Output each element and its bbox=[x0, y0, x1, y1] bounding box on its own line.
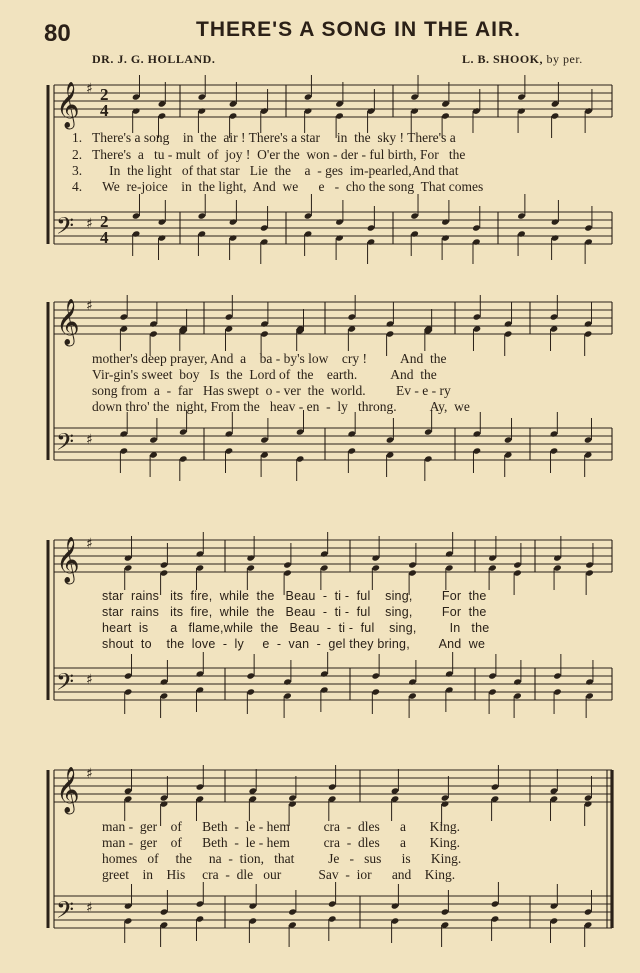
bass-key-sharp-4: ♯ bbox=[86, 900, 93, 916]
bass-key-sharp-3: ♯ bbox=[86, 672, 93, 688]
bass-staff-3 bbox=[54, 668, 612, 700]
lyrics-system-1-verse-3: 3. In the light of that star Lie the a - ges im-pearled,And that bbox=[72, 163, 459, 178]
lyrics-system-4-verse-3: homes of the na - tion, that Je - sus is King. bbox=[102, 851, 462, 866]
lyrics-system-2-verse-2: Vir-gin's sweet boy Is the Lord of the earth. And the bbox=[92, 367, 437, 382]
lyrics-system-2-verse-1: mother's deep prayer, And a ba - by's low cry ! And the bbox=[92, 351, 447, 366]
lyrics-system-3-verse-4: shout to the love - ly e - van - gel they bring, And we bbox=[102, 637, 486, 651]
time-signature-bottom: 4 bbox=[100, 101, 109, 120]
treble-clef-4: 𝄞 bbox=[56, 767, 80, 813]
time-signature-bottom: 4 bbox=[100, 228, 109, 247]
bass-clef-1: 𝄢 bbox=[56, 212, 75, 245]
hymn-title: THERE'S A SONG IN THE AIR. bbox=[196, 18, 522, 41]
lyrics-system-1-verse-1: 1. There's a song in the air ! There's a star in the sky ! There's a bbox=[72, 130, 456, 145]
treble-key-sharp-1: ♯ bbox=[86, 81, 93, 97]
lyrics-system-3-verse-3: heart is a flame,while the Beau - ti - ful sing, In the bbox=[102, 621, 490, 635]
treble-clef-3: 𝄞 bbox=[56, 537, 80, 583]
lyrics-system-2-verse-4: down thro' the night, From the heav - en - ly throng. Ay, we bbox=[92, 399, 470, 414]
lyricist-credit: DR. J. G. HOLLAND. bbox=[92, 52, 216, 66]
bass-key-sharp-2: ♯ bbox=[86, 432, 93, 448]
lyrics-system-4-verse-1: man - ger of Beth - le - hem cra - dles a King. bbox=[102, 819, 461, 834]
time-signature-top: 2 bbox=[100, 85, 109, 104]
treble-key-sharp-2: ♯ bbox=[86, 298, 93, 314]
treble-staff-2 bbox=[54, 302, 612, 334]
bass-staff-2 bbox=[54, 428, 612, 460]
lyrics-system-4-verse-4: greet in His cra - dle our Sav - ior and King. bbox=[102, 867, 456, 882]
treble-clef-2: 𝄞 bbox=[56, 299, 80, 345]
treble-key-sharp-4: ♯ bbox=[86, 766, 93, 782]
lyrics-system-4-verse-2: man - ger of Beth - le - hem cra - dles a King. bbox=[102, 835, 461, 850]
bass-clef-4: 𝄢 bbox=[56, 896, 75, 929]
lyrics-system-3-verse-2: star rains its fire, while the Beau - ti - ful sing, For the bbox=[102, 605, 487, 619]
treble-clef-1: 𝄞 bbox=[56, 82, 80, 128]
lyrics-system-3-verse-1: star rains its fire, while the Beau - ti - ful sing, For the bbox=[102, 589, 487, 603]
time-signature-top: 2 bbox=[100, 212, 109, 231]
bass-key-sharp-1: ♯ bbox=[86, 216, 93, 232]
page-number: 80 bbox=[44, 20, 71, 47]
treble-key-sharp-3: ♯ bbox=[86, 536, 93, 552]
lyrics-system-1-verse-4: 4. We re-joice in the light, And we e - cho the song That comes bbox=[72, 179, 484, 194]
composer-name: L. B. SHOOK, bbox=[462, 52, 544, 66]
bass-clef-2: 𝄢 bbox=[56, 428, 75, 461]
lyrics-system-1-verse-2: 2. There's a tu - mult of joy ! O'er the won - der - ful birth, For the bbox=[72, 147, 466, 162]
bass-clef-3: 𝄢 bbox=[56, 668, 75, 701]
treble-staff-3 bbox=[54, 540, 612, 572]
bass-staff-4 bbox=[54, 896, 612, 928]
lyrics-system-2-verse-3: song from a - far Has swept o - ver the world. Ev - e - ry bbox=[92, 383, 451, 398]
composer-permission: by per. bbox=[546, 52, 583, 66]
